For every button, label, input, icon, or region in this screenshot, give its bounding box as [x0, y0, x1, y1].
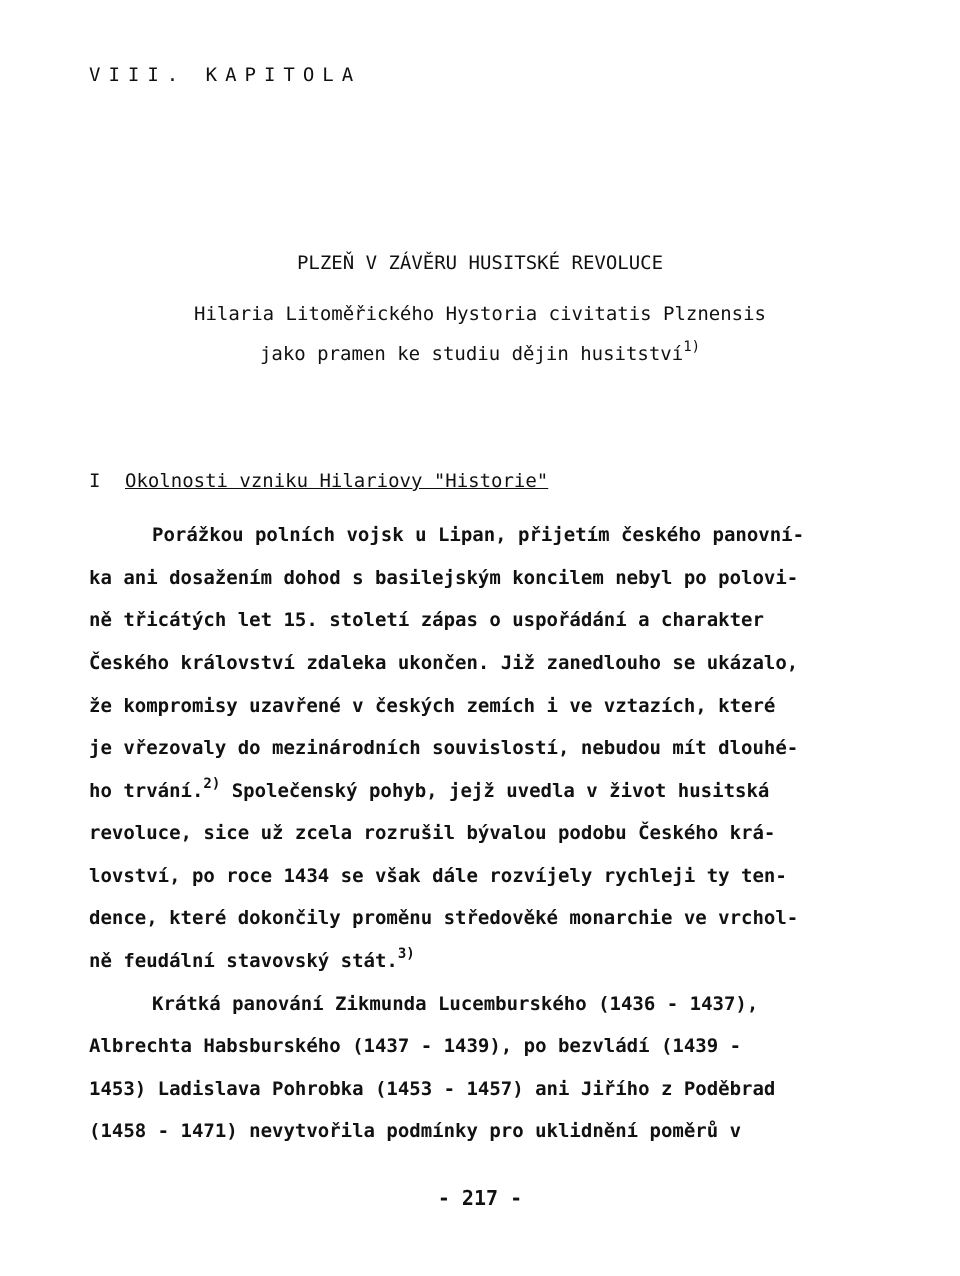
- footnote-ref-2: 2): [203, 776, 221, 792]
- paragraph1-line: ka ani dosažením dohod s basilejským koncilem nebyl po polovi-: [89, 567, 799, 589]
- section-heading: [89, 470, 548, 492]
- paragraph1-line: ně třicátých let 15. století zápas o uspořádání a charakter: [89, 609, 764, 631]
- section-number: I: [89, 470, 101, 492]
- subtitle-text: jako pramen ke studiu dějin husitství: [259, 343, 684, 365]
- footnote-ref-3: 3): [397, 946, 415, 962]
- paragraph1-line: [89, 946, 415, 972]
- paragraph2-line: 1453) Ladislava Pohrobka (1453 - 1457) ani Jiřího z Poděbrad: [89, 1078, 776, 1100]
- paragraph1-text: ně feudální stavovský stát.: [89, 950, 398, 972]
- paragraph2-line: (1458 - 1471) nevytvořila podmínky pro uklidnění poměrů v: [89, 1120, 742, 1142]
- paragraph2-line: Albrechta Habsburského (1437 - 1439), po bezvládí (1439 -: [89, 1035, 742, 1057]
- paragraph1-line: je vřezovaly do mezinárodních souvislostí, nebudou mít dlouhé-: [89, 737, 799, 759]
- chapter-title: PLZEŇ V ZÁVĚRU HUSITSKÉ REVOLUCE: [296, 252, 664, 274]
- paragraph1-line: Českého království zdaleka ukončen. Již zanedlouho se ukázalo,: [89, 652, 799, 674]
- paragraph1-line: Porážkou polních vojsk u Lipan, přijetím českého panovní-: [152, 524, 805, 546]
- page-number: - 217 -: [437, 1186, 523, 1210]
- paragraph1-line: [89, 776, 770, 802]
- paragraph1-text: Společenský pohyb, jejž uvedla v život husitská: [220, 780, 770, 802]
- paragraph2-line: Krátká panování Zikmunda Lucemburského (1436 - 1437),: [152, 993, 759, 1015]
- paragraph1-line: dence, které dokončily proměnu středověké monarchie ve vrchol-: [89, 907, 799, 929]
- chapter-heading: VIII. KAPITOLA: [89, 64, 362, 86]
- section-title: Okolnosti vzniku Hilariovy "Historie": [125, 470, 549, 492]
- footnote-ref-1: 1): [683, 339, 701, 355]
- paragraph1-line: lovství, po roce 1434 se však dále rozvíjely rychleji ty ten-: [89, 865, 787, 887]
- chapter-subtitle-line2: [0, 339, 960, 365]
- paragraph1-line: že kompromisy uzavřené v českých zemích i ve vztazích, které: [89, 695, 776, 717]
- paragraph1-text: ho trvání.: [89, 780, 204, 802]
- chapter-subtitle-line1: Hilaria Litoměřického Hystoria civitatis Plznensis: [194, 303, 766, 325]
- paragraph1-line: revoluce, sice už zcela rozrušil bývalou podobu Českého krá-: [89, 822, 776, 844]
